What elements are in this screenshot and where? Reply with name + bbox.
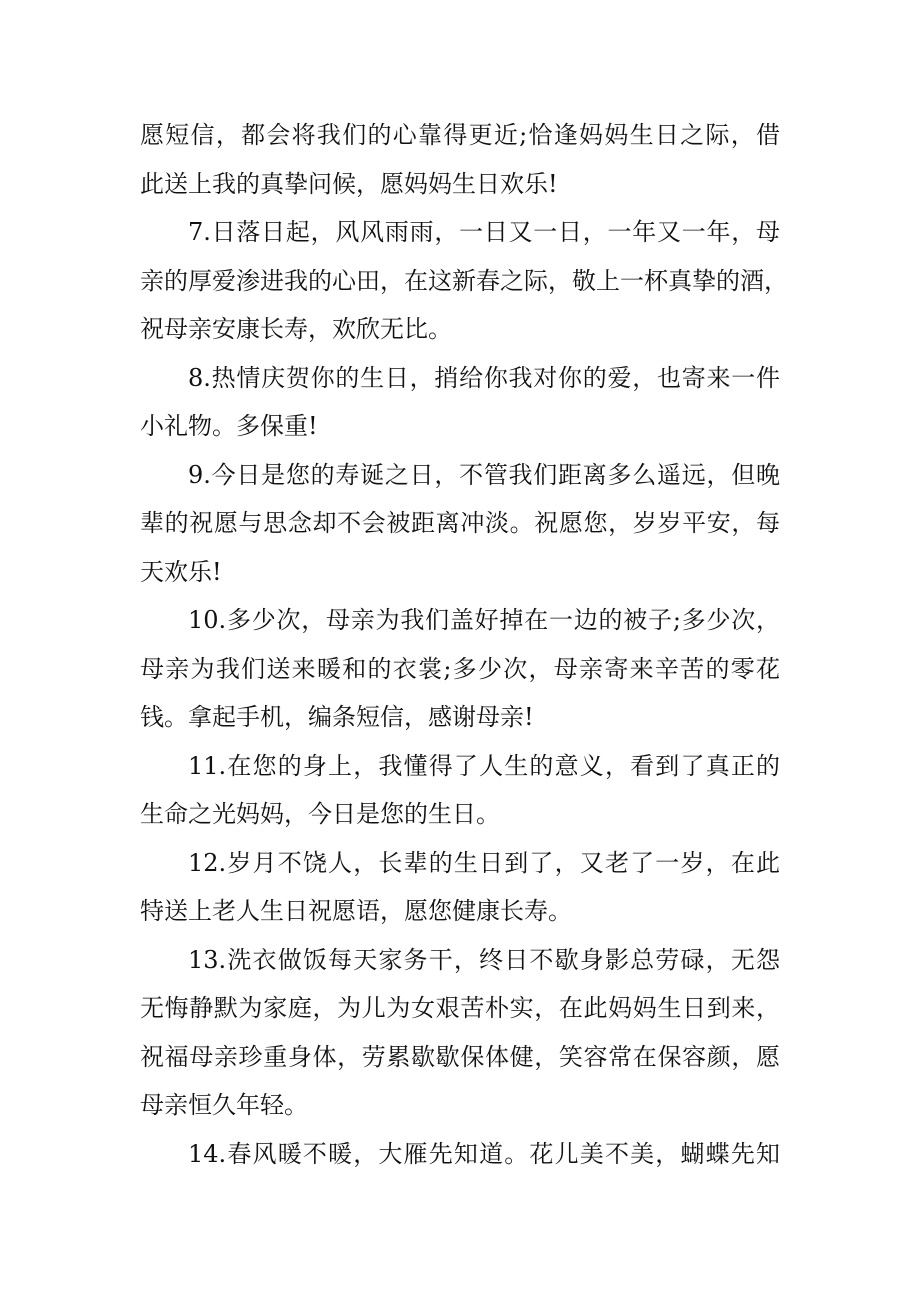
text-line: 亲的厚爱渗进我的心田，在这新春之际，敬上一杯真挚的酒， [140,267,788,295]
text-line: 辈的祝愿与思念却不会被距离冲淡。祝愿您，岁岁平安，每 [140,509,780,537]
text-line: 愿短信，都会将我们的心靠得更近;恰逢妈妈生日之际，借 [140,121,780,149]
list-item-7: 7.日落日起，风风雨雨，一日又一日，一年又一年，母 [188,218,780,246]
list-item-10: 10.多少次，母亲为我们盖好掉在一边的被子;多少次， [188,606,780,634]
text-line: 无悔静默为家庭，为儿为女艰苦朴实，在此妈妈生日到来， [140,994,780,1022]
list-item-9: 9.今日是您的寿诞之日，不管我们距离多么遥远，但晚 [188,461,780,489]
text-line: 天欢乐! [140,558,222,586]
list-item-14: 14.春风暖不暖，大雁先知道。花儿美不美，蝴蝶先知 [188,1140,780,1168]
text-line: 钱。拿起手机，编条短信，感谢母亲! [140,703,534,731]
list-item-12: 12.岁月不饶人，长辈的生日到了，又老了一岁，在此 [188,849,780,877]
text-line: 此送上我的真挚问候，愿妈妈生日欢乐! [140,170,558,198]
list-item-11: 11.在您的身上，我懂得了人生的意义，看到了真正的 [188,752,780,780]
text-line: 特送上老人生日祝愿语，愿您健康长寿。 [140,897,572,925]
text-line: 祝母亲安康长寿，欢欣无比。 [140,315,452,343]
text-line: 母亲为我们送来暖和的衣裳;多少次，母亲寄来辛苦的零花 [140,655,780,683]
text-line: 母亲恒久年轻。 [140,1091,308,1119]
list-item-13: 13.洗衣做饭每天家务干，终日不歇身影总劳碌，无怨 [188,946,780,974]
text-line: 祝福母亲珍重身体，劳累歇歇保体健，笑容常在保容颜，愿 [140,1043,780,1071]
list-item-8: 8.热情庆贺你的生日，捎给你我对你的爱，也寄来一件 [188,364,780,392]
text-line: 生命之光妈妈，今日是您的生日。 [140,800,500,828]
text-line: 小礼物。多保重! [140,412,318,440]
